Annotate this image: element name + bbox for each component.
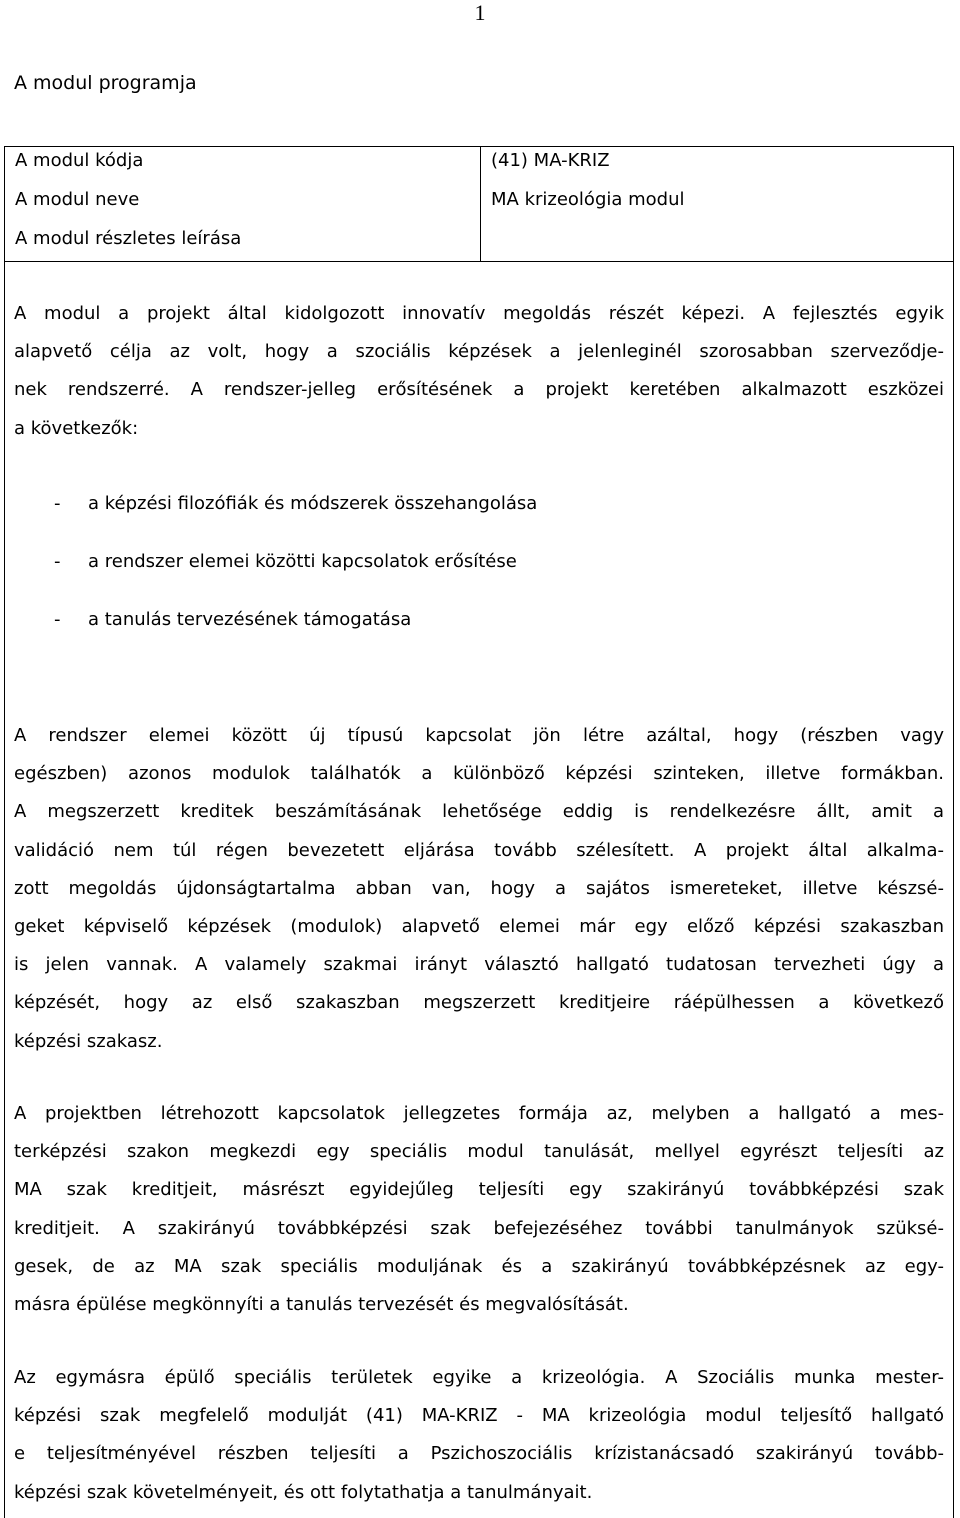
text-line: A megszerzett kreditek beszámításának lehetősége eddig is rendelkezésre állt, amit a: [14, 801, 944, 823]
page-number: 1: [474, 0, 486, 25]
list-item: [54, 607, 411, 633]
module-code-value: (41) MA-KRIZ: [491, 150, 610, 171]
text-line: validáció nem túl régen bevezetett eljárása tovább szélesített. A projekt által alkalma-: [14, 839, 944, 861]
text-line: képzését, hogy az első szakaszban megszerzett kreditjeire ráépülhessen a következő: [14, 992, 944, 1014]
text-line: A projektben létrehozott kapcsolatok jellegzetes formája az, melyben a hallgató a mes-: [14, 1103, 944, 1124]
list-item-text: a rendszer elemei közötti kapcsolatok erősítése: [88, 551, 517, 572]
list-item: [54, 491, 537, 517]
bullet-dash: -: [54, 609, 61, 630]
bullet-dash: -: [54, 551, 61, 572]
text-line: MA szak kreditjeit, másrészt egyidejűleg teljesíti egy szakirányú továbbképzési szak: [14, 1179, 944, 1201]
list-item-text: a tanulás tervezésének támogatása: [88, 609, 412, 630]
text-line: gesek, de az MA szak speciális moduljának és a szakirányú továbbképzésnek az egy-: [14, 1255, 944, 1277]
text-line: a következők:: [14, 417, 139, 439]
bullet-dash: -: [54, 493, 61, 514]
paragraph-project-links: [14, 1095, 944, 1324]
table-column-divider: [480, 147, 481, 261]
paragraph-connections: [14, 717, 944, 1061]
text-line: zott megoldás újdonságtartalma abban van, hogy a sajátos ismereteket, illetve készsé-: [14, 877, 944, 899]
text-line: e teljesítményével részben teljesíti a Pszichoszociális krízistanácsadó szakirányú tovább-: [14, 1443, 944, 1465]
module-description-label: A modul részletes leírása: [15, 228, 242, 249]
list-item-text: a képzési filozófiák és módszerek összehangolása: [88, 493, 538, 514]
list-item: [54, 549, 517, 575]
text-line: A rendszer elemei között új típusú kapcsolat jön létre azáltal, hogy (részben vagy: [14, 725, 944, 746]
text-line: A modul a projekt által kidolgozott innovatív megoldás részét képezi. A fejlesztés egyik: [14, 303, 944, 324]
text-line: nek rendszerré. A rendszer-jelleg erősítésének a projekt keretében alkalmazott eszközei: [14, 379, 944, 401]
module-info-table: [4, 146, 954, 262]
text-line: alapvető célja az volt, hogy a szociális képzések a jelenleginél szorosabban szerveződje-: [14, 341, 944, 363]
page-title: A modul programja: [14, 72, 197, 94]
text-line: képzési szakasz.: [14, 1030, 163, 1052]
text-line: képzési szak megfelelő modulját (41) MA-KRIZ - MA krizeológia modul teljesítő hallgató: [14, 1405, 944, 1427]
text-line: kreditjeit. A szakirányú továbbképzési szak befejezéséhez további tanulmányok szüksé-: [14, 1217, 944, 1239]
text-line: képzési szak követelményeit, és ott folytathatja a tanulmányait.: [14, 1481, 593, 1503]
module-name-label: A modul neve: [15, 189, 140, 210]
text-line: egészben) azonos modulok találhatók a különböző képzési szinteken, illetve formákban.: [14, 763, 944, 785]
intro-paragraph: [14, 295, 944, 448]
text-line: Az egymásra épülő speciális területek egyike a krizeológia. A Szociális munka mester-: [14, 1367, 944, 1388]
module-code-label: A modul kódja: [15, 150, 144, 171]
paragraph-crisis-studies: [14, 1359, 944, 1512]
text-line: is jelen vannak. A valamely szakmai irányt választó hallgató tudatosan tervezheti úgy a: [14, 954, 944, 976]
text-line: terképzési szakon megkezdi egy speciális modul tanulását, mellyel egyrészt teljesíti az: [14, 1141, 944, 1163]
text-line: másra épülése megkönnyíti a tanulás tervezését és megvalósítását.: [14, 1293, 629, 1315]
text-line: geket képviselő képzések (modulok) alapvető elemei már egy előző képzési szakaszban: [14, 915, 944, 937]
module-name-value: MA krizeológia modul: [491, 189, 685, 210]
